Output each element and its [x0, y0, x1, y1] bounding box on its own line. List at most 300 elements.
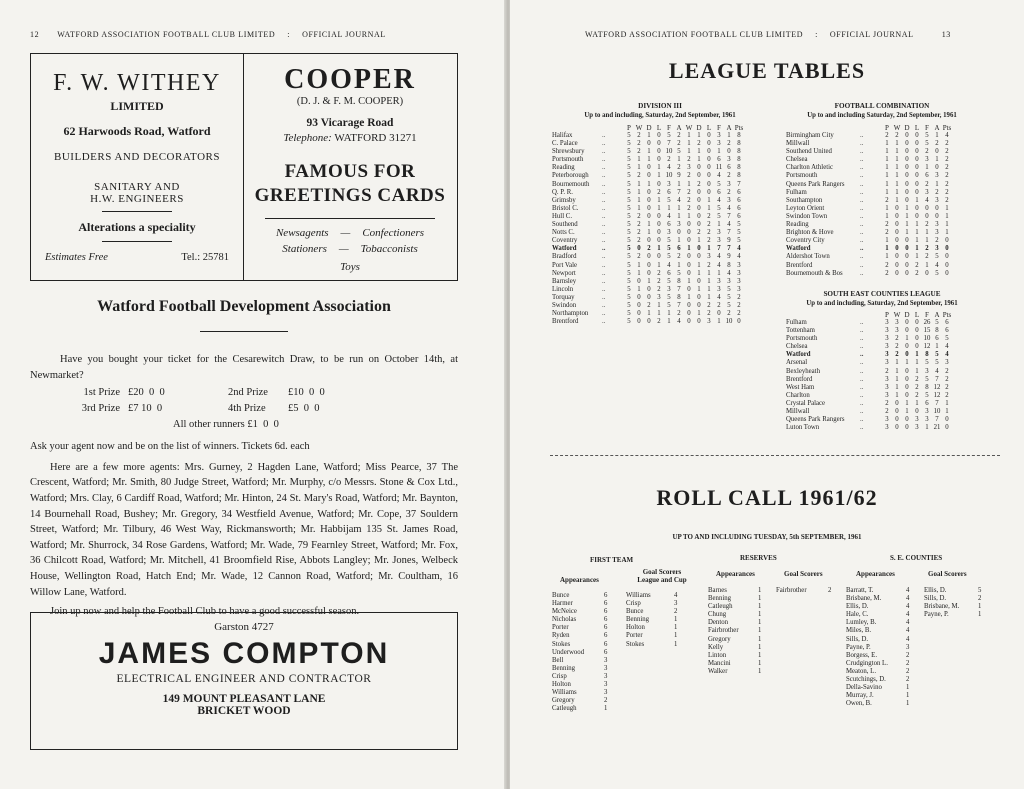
table-cell: 3: [895, 319, 899, 326]
leader-dots: ..: [860, 319, 864, 326]
table-row: [552, 181, 744, 189]
table-cell: 7: [727, 212, 731, 220]
column-header: W: [685, 124, 693, 132]
table-cell: 1: [885, 212, 889, 220]
table-cell: 1: [697, 310, 701, 318]
table-cell: 1: [677, 156, 681, 164]
list-item: [846, 668, 918, 676]
table-cell: 5: [925, 140, 929, 148]
table-cell: 5: [627, 148, 631, 156]
table-row: [552, 262, 744, 270]
cooper-dash-2: —: [338, 243, 349, 255]
table-cell: 1: [915, 351, 919, 359]
table-cell: 1: [925, 261, 929, 269]
table-cell: 2: [737, 310, 741, 318]
leader-dots: ..: [860, 383, 864, 391]
prize-row-1: [30, 385, 458, 401]
cooper-address: 93 Vicarage Road: [306, 117, 394, 129]
column-header: L: [656, 124, 662, 132]
cooper-newsagents: Newsagents: [275, 227, 329, 239]
column-header: F: [717, 124, 721, 132]
table-cell: 1: [925, 424, 929, 432]
table-cell: 12: [923, 343, 931, 351]
table-cell: 2: [885, 196, 889, 204]
team-name: Notts C.: [552, 229, 575, 237]
table-row: [552, 286, 744, 294]
player-name: Crudgington L.: [846, 659, 888, 667]
table-cell: 1: [677, 237, 681, 245]
table-cell: 1: [637, 204, 641, 212]
table-cell: 1: [687, 293, 691, 301]
table-row: [786, 164, 952, 172]
table-cell: 3: [717, 277, 721, 285]
player-name: Fairbrother: [776, 587, 807, 594]
team-name: Brentford: [552, 318, 579, 326]
table-cell: 1: [657, 310, 661, 318]
column-header: A: [934, 311, 940, 319]
player-count: 2: [828, 587, 832, 594]
table-row: [552, 132, 744, 140]
table-cell: 4: [717, 293, 721, 301]
table-cell: 1: [647, 310, 651, 318]
table-cell: 1: [717, 318, 721, 326]
table-cell: 0: [637, 277, 641, 285]
table-cell: 0: [697, 245, 701, 253]
table-cell: 5: [667, 293, 671, 301]
division-title: DIVISION III: [638, 102, 682, 110]
table-cell: 5: [627, 261, 631, 269]
table-cell: 3: [895, 327, 899, 335]
reserves-scorers: [776, 587, 840, 595]
team-name: Chelsea: [786, 156, 808, 164]
player-count: 6: [604, 608, 608, 616]
table-cell: 0: [647, 196, 651, 204]
table-cell: 0: [915, 140, 919, 148]
table-cell: 0: [905, 245, 909, 253]
table-cell: 2: [945, 156, 949, 164]
player-name: Borgess, E.: [846, 651, 878, 659]
table-cell: 1: [885, 253, 889, 261]
table-cell: 3: [707, 318, 711, 326]
leader-dots: ..: [860, 237, 864, 245]
table-cell: 10: [725, 318, 733, 326]
table-cell: 8: [925, 351, 929, 359]
player-name: McNeice: [552, 608, 577, 616]
table-cell: 1: [945, 204, 949, 212]
player-count: 4: [906, 619, 910, 627]
team-name: Southend United: [786, 148, 832, 156]
table-cell: 0: [687, 221, 691, 229]
withey-name: F. W. WITHEY: [53, 70, 221, 96]
table-cell: 12: [933, 391, 941, 399]
table-cell: 6: [717, 156, 721, 164]
table-cell: 0: [717, 310, 721, 318]
leader-dots: ..: [860, 204, 864, 212]
table-cell: 5: [627, 229, 631, 237]
table-cell: 5: [667, 196, 671, 204]
table-cell: 5: [627, 204, 631, 212]
table-cell: 4: [717, 196, 721, 204]
table-cell: 0: [647, 318, 651, 326]
team-name: Q. P. R.: [552, 188, 573, 196]
table-cell: 7: [677, 301, 681, 309]
table-cell: 2: [677, 140, 681, 148]
table-cell: 1: [895, 172, 899, 180]
player-name: Catleugh: [552, 705, 577, 713]
prize3-value: £7 10 0: [128, 403, 163, 415]
table-cell: 2: [677, 132, 681, 139]
table-cell: 8: [737, 156, 741, 164]
column-header: P: [627, 124, 631, 132]
table-cell: 2: [915, 261, 919, 269]
table-cell: 3: [677, 221, 681, 229]
player-name: Brisbane, M.: [846, 595, 882, 603]
table-cell: 0: [647, 237, 651, 245]
table-cell: 8: [935, 327, 939, 335]
table-cell: 1: [677, 180, 681, 188]
table-cell: 1: [905, 229, 909, 237]
ad-compton: [30, 612, 458, 750]
table-cell: 2: [657, 277, 661, 285]
player-name: Holton: [626, 624, 645, 632]
table-cell: 2: [717, 301, 721, 309]
table-cell: 0: [915, 212, 919, 220]
table-cell: 2: [885, 399, 889, 407]
rollcall-title: ROLL CALL 1961/62: [656, 485, 878, 510]
table-cell: 4: [717, 172, 721, 180]
team-name: Torquay: [552, 293, 575, 301]
table-cell: 5: [925, 132, 929, 139]
player-name: Ellis, D.: [846, 603, 869, 611]
running-head-text: WATFORD ASSOCIATION FOOTBALL CLUB LIMITED: [585, 30, 804, 39]
table-cell: 1: [885, 164, 889, 172]
withey-telephone: Tel.: 25781: [181, 252, 229, 263]
leader-dots: ..: [602, 212, 606, 220]
table-row: [786, 237, 952, 245]
team-name: Millwall: [786, 140, 810, 148]
player-name: Holton: [552, 681, 571, 689]
table-cell: 2: [707, 237, 711, 245]
table-cell: 1: [657, 204, 661, 212]
table-row: [786, 148, 952, 156]
table-cell: 8: [737, 132, 741, 139]
table-cell: 0: [687, 269, 691, 277]
page-number: 12: [30, 30, 40, 39]
withey-estimates: Estimates Free: [45, 252, 108, 263]
table-cell: 5: [935, 359, 939, 367]
table-cell: 3: [667, 229, 671, 237]
table-cell: 5: [667, 237, 671, 245]
table-cell: 1: [915, 221, 919, 229]
table-row: [786, 132, 952, 140]
table-cell: 2: [945, 375, 949, 383]
table-cell: 1: [697, 261, 701, 269]
player-count: 4: [906, 635, 910, 643]
table-cell: 1: [647, 229, 651, 237]
southeast-title: SOUTH EAST COUNTIES LEAGUE: [823, 290, 941, 298]
table-cell: 1: [885, 237, 889, 245]
table-row: [552, 205, 744, 213]
table-cell: 0: [945, 269, 949, 277]
table-cell: 0: [905, 375, 909, 383]
prize1-value: £20 0 0: [128, 387, 165, 399]
column-header: F: [925, 311, 929, 319]
table-cell: 2: [925, 245, 929, 253]
table-cell: 0: [707, 180, 711, 188]
table-cell: 8: [737, 172, 741, 180]
table-cell: 3: [727, 156, 731, 164]
table-cell: 5: [925, 359, 929, 367]
table-row: [786, 376, 952, 384]
table-cell: 2: [885, 221, 889, 229]
prize4-value: £5 0 0: [288, 403, 320, 415]
table-cell: 3: [717, 229, 721, 237]
prize2-label: 2nd Prize: [228, 387, 268, 399]
table-cell: 2: [945, 196, 949, 204]
reserves-title: RESERVES: [740, 554, 777, 562]
player-name: Barratt, T.: [846, 587, 874, 594]
leader-dots: ..: [860, 408, 864, 416]
table-cell: 0: [895, 416, 899, 424]
table-cell: 1: [707, 245, 711, 253]
player-name: Ryden: [552, 632, 570, 640]
table-cell: 0: [657, 237, 661, 245]
first-team-appearances: [552, 592, 616, 713]
table-row: [786, 319, 952, 327]
table-cell: 1: [895, 188, 899, 196]
team-name: Lincoln: [552, 285, 574, 293]
table-cell: 1: [637, 164, 641, 172]
player-name: Denton: [708, 619, 729, 627]
table-cell: 0: [935, 164, 939, 172]
table-cell: 1: [697, 285, 701, 293]
player-name: Benning: [708, 595, 732, 603]
table-cell: 1: [707, 196, 711, 204]
table-cell: 0: [895, 408, 899, 416]
table-cell: 8: [677, 293, 681, 301]
table-cell: 0: [637, 293, 641, 301]
player-count: 1: [758, 595, 762, 603]
player-name: Williams: [626, 592, 651, 599]
player-count: 3: [604, 689, 608, 697]
player-count: 1: [604, 705, 608, 713]
player-name: Stokes: [626, 640, 645, 648]
table-cell: 1: [945, 399, 949, 407]
player-name: Payne, P.: [846, 643, 871, 651]
table-cell: 8: [737, 164, 741, 172]
leader-dots: ..: [602, 285, 606, 293]
list-item: [846, 660, 918, 668]
column-header: L: [914, 311, 920, 319]
team-name: C. Palace: [552, 140, 578, 148]
team-name: Fulham: [786, 319, 807, 326]
table-cell: 2: [925, 148, 929, 156]
table-cell: 2: [925, 221, 929, 229]
table-cell: 0: [697, 164, 701, 172]
leader-dots: ..: [602, 237, 606, 245]
table-cell: 1: [885, 156, 889, 164]
player-count: 1: [758, 587, 762, 594]
table-cell: 11: [715, 164, 723, 172]
player-name: Williams: [552, 689, 577, 697]
table-cell: 0: [915, 180, 919, 188]
table-cell: 0: [895, 253, 899, 261]
table-row: [786, 359, 952, 367]
table-cell: 0: [707, 148, 711, 156]
cooper-famous: [243, 160, 457, 208]
table-cell: 0: [905, 164, 909, 172]
team-name: Coventry: [552, 237, 578, 245]
list-item: [626, 632, 686, 640]
table-cell: 4: [925, 196, 929, 204]
table-cell: 6: [677, 245, 681, 253]
table-cell: 0: [905, 148, 909, 156]
table-cell: 2: [945, 180, 949, 188]
table-cell: 9: [727, 237, 731, 245]
table-cell: 12: [933, 383, 941, 391]
list-item: [708, 660, 770, 668]
table-cell: 1: [657, 172, 661, 180]
table-cell: 0: [905, 391, 909, 399]
table-cell: 8: [727, 261, 731, 269]
table-cell: 5: [935, 269, 939, 277]
first-team-title: FIRST TEAM: [590, 556, 634, 564]
table-cell: 0: [737, 318, 741, 326]
prize3-label: 3rd Prize: [81, 403, 120, 415]
table-cell: 2: [885, 132, 889, 139]
player-count: 1: [758, 603, 762, 611]
table-cell: 0: [697, 188, 701, 196]
combination-title: FOOTBALL COMBINATION: [834, 102, 930, 110]
list-item: [552, 697, 616, 705]
table-cell: 0: [945, 245, 949, 253]
table-cell: 8: [737, 140, 741, 148]
table-cell: 4: [945, 132, 949, 139]
table-cell: 1: [667, 318, 671, 326]
table-cell: 0: [895, 269, 899, 277]
page-number: 13: [941, 30, 951, 39]
leader-dots: ..: [860, 351, 864, 359]
table-cell: 3: [717, 285, 721, 293]
player-name: Payne, P.: [924, 611, 949, 619]
table-cell: 1: [895, 140, 899, 148]
table-cell: 5: [717, 212, 721, 220]
table-cell: 1: [885, 245, 889, 253]
table-cell: 1: [677, 212, 681, 220]
prize2-value: £10 0 0: [288, 387, 325, 399]
team-name: Newport: [552, 269, 576, 277]
table-cell: 3: [885, 391, 889, 399]
table-cell: 2: [637, 140, 641, 148]
player-count: 2: [906, 676, 910, 684]
table-cell: 0: [935, 204, 939, 212]
withey-trade-sanitary: SANITARY AND: [94, 181, 180, 193]
leader-dots: ..: [602, 269, 606, 277]
table-cell: 1: [945, 212, 949, 220]
table-cell: 0: [637, 318, 641, 326]
table-cell: 1: [637, 180, 641, 188]
table-cell: 1: [677, 204, 681, 212]
southeast-table: [786, 311, 952, 432]
table-cell: 2: [915, 269, 919, 277]
table-cell: 6: [925, 172, 929, 180]
cooper-name: COOPER: [284, 64, 416, 95]
column-header: A: [726, 124, 732, 132]
leader-dots: ..: [602, 301, 606, 309]
withey-divider: [102, 211, 172, 212]
player-count: 4: [906, 603, 910, 611]
leader-dots: ..: [602, 148, 606, 156]
table-cell: 7: [677, 188, 681, 196]
player-count: 6: [604, 600, 608, 608]
player-count: 2: [674, 608, 678, 616]
ad-cooper: [243, 54, 457, 280]
leader-dots: ..: [860, 269, 864, 277]
table-cell: 5: [627, 164, 631, 172]
table-cell: 0: [647, 269, 651, 277]
table-cell: 2: [737, 293, 741, 301]
table-cell: 1: [915, 253, 919, 261]
list-item: [552, 657, 616, 665]
table-cell: 0: [905, 253, 909, 261]
team-name: Charlton Athletic: [786, 164, 834, 172]
table-cell: 2: [687, 156, 691, 164]
player-name: Crisp: [552, 672, 567, 680]
player-count: 3: [604, 656, 608, 664]
table-cell: 0: [647, 140, 651, 148]
table-cell: 8: [925, 383, 929, 391]
player-name: Owen, B.: [846, 700, 872, 708]
player-name: Catleugh: [708, 603, 733, 611]
player-count: 3: [604, 672, 608, 680]
table-cell: 0: [915, 172, 919, 180]
table-cell: 3: [717, 132, 721, 139]
table-cell: 2: [885, 229, 889, 237]
table-cell: 0: [687, 229, 691, 237]
table-cell: 0: [895, 424, 899, 432]
list-item: [924, 595, 990, 603]
development-title-rule: [200, 331, 288, 332]
team-name: Grimsby: [552, 196, 576, 204]
team-name: Watford: [786, 245, 811, 253]
table-cell: 0: [697, 293, 701, 301]
leader-dots: ..: [602, 221, 606, 229]
table-cell: 6: [667, 269, 671, 277]
journal-name: OFFICIAL JOURNAL: [302, 30, 386, 39]
prize-row-2: [30, 401, 458, 417]
table-cell: 1: [895, 196, 899, 204]
table-cell: 0: [697, 172, 701, 180]
table-cell: 0: [697, 204, 701, 212]
table-cell: 5: [667, 253, 671, 261]
list-item: [708, 652, 770, 660]
table-cell: 0: [945, 253, 949, 261]
table-cell: 0: [895, 221, 899, 229]
leader-dots: ..: [860, 343, 864, 351]
list-item: [552, 616, 616, 624]
leader-dots: ..: [860, 156, 864, 164]
table-cell: 5: [935, 253, 939, 261]
table-cell: 5: [627, 245, 631, 253]
table-row: [786, 213, 952, 221]
table-cell: 1: [905, 221, 909, 229]
list-item: [846, 619, 918, 627]
table-cell: 1: [707, 285, 711, 293]
list-item: [924, 587, 990, 595]
table-cell: 0: [687, 301, 691, 309]
table-cell: 3: [707, 253, 711, 261]
table-row: [552, 253, 744, 261]
